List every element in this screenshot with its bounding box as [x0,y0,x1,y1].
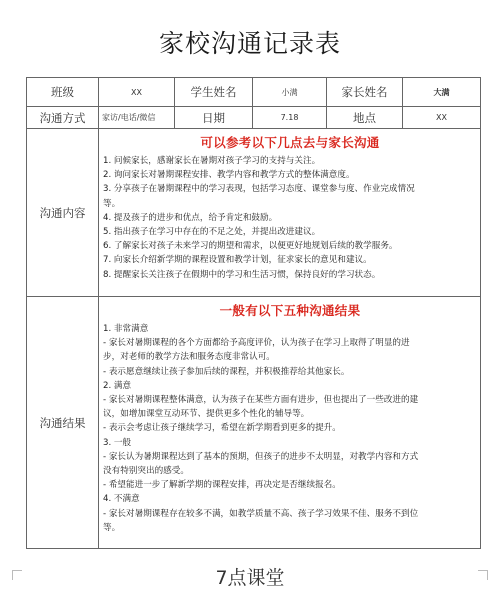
header-row-2 [27,107,481,129]
list-item: 2. 询问家长对暑期课程安排、教学内容和教学方式的整体满意度。 [103,170,355,181]
student-name-value: 小满 [253,78,327,107]
page-title: 家校沟通记录表 [158,29,341,58]
list-item: - 家长认为暑期课程达到了基本的预期，但孩子的进步不太明显，对教学内容和方式 [103,451,419,462]
record-form-table [26,77,481,549]
list-item: 3. 一般 [103,437,132,448]
list-item: - 家长对暑期课程存在较多不满，如教学质量不高、孩子学习效果不佳、服务不到位 [103,508,419,519]
list-item: 步，对老师的教学方法和服务态度非常认可。 [103,352,275,363]
list-item: - 表示愿意继续让孩子参加后续的课程，并积极推荐给其他家长。 [103,366,350,377]
list-item: - 表示会考虑让孩子继续学习，希望在新学期看到更多的提升。 [103,423,341,434]
date-label: 日期 [175,107,253,129]
footer-watermark: 7点课堂 [215,567,285,589]
corner-mark-right [478,570,488,580]
content-label: 沟通内容 [27,129,99,297]
content-cell [99,129,481,297]
header-row-1 [27,78,481,107]
list-item: 7. 向家长介绍新学期的课程设置和教学计划，征求家长的意见和建议。 [103,255,372,266]
list-item: - 家长对暑期课程整体满意，认为孩子在某些方面有进步，但也提出了一些改进的建 [103,395,419,406]
list-item: 3. 分享孩子在暑期课程中的学习表现，包括学习态度、课堂参与度、作业完成情况 [103,184,415,195]
place-value: XX [403,107,481,129]
list-item: 没有特别突出的感受。 [103,466,189,477]
result-heading: 一般有以下五种沟通结果 [219,303,361,318]
list-item: - 希望能进一步了解新学期的课程安排，再决定是否继续报名。 [103,480,341,491]
class-label: 班级 [27,78,99,107]
list-item: 8. 提醒家长关注孩子在假期中的学习和生活习惯，保持良好的学习状态。 [103,269,381,280]
corner-mark-left [12,570,22,580]
result-cell [99,297,481,549]
content-heading: 可以参考以下几点去与家长沟通 [200,135,380,150]
list-item: 6. 了解家长对孩子未来学习的期望和需求，以便更好地规划后续的教学服务。 [103,241,398,252]
date-value: 7.18 [253,107,327,129]
list-item: 5. 指出孩子在学习中存在的不足之处，并提出改进建议。 [103,227,321,238]
list-item: 等。 [103,198,121,209]
list-item: 1. 问候家长，感谢家长在暑期对孩子学习的支持与关注。 [103,156,321,166]
content-row [27,129,481,297]
place-label: 地点 [327,107,403,129]
result-list [103,322,477,535]
class-value: XX [99,78,175,107]
list-item: - 家长对暑期课程的各个方面都给予高度评价，认为孩子在学习上取得了明显的进 [103,338,410,349]
list-item: 4. 不满意 [103,494,140,505]
method-label: 沟通方式 [27,107,99,129]
parent-name-label: 家长姓名 [327,78,403,107]
list-item: 4. 提及孩子的进步和优点，给予肯定和鼓励。 [103,212,278,223]
list-item: 2. 满意 [103,380,132,391]
list-item: 议，如增加课堂互动环节、提供更多个性化的辅导等。 [103,409,310,420]
result-label: 沟通结果 [27,297,99,549]
parent-name-value: 大满 [403,78,481,107]
method-value: 家访/电话/微信 [99,107,175,129]
list-item: 1. 非常满意 [103,324,149,334]
student-name-label: 学生姓名 [175,78,253,107]
content-list [103,154,477,282]
result-row [27,297,481,549]
list-item: 等。 [103,522,121,533]
